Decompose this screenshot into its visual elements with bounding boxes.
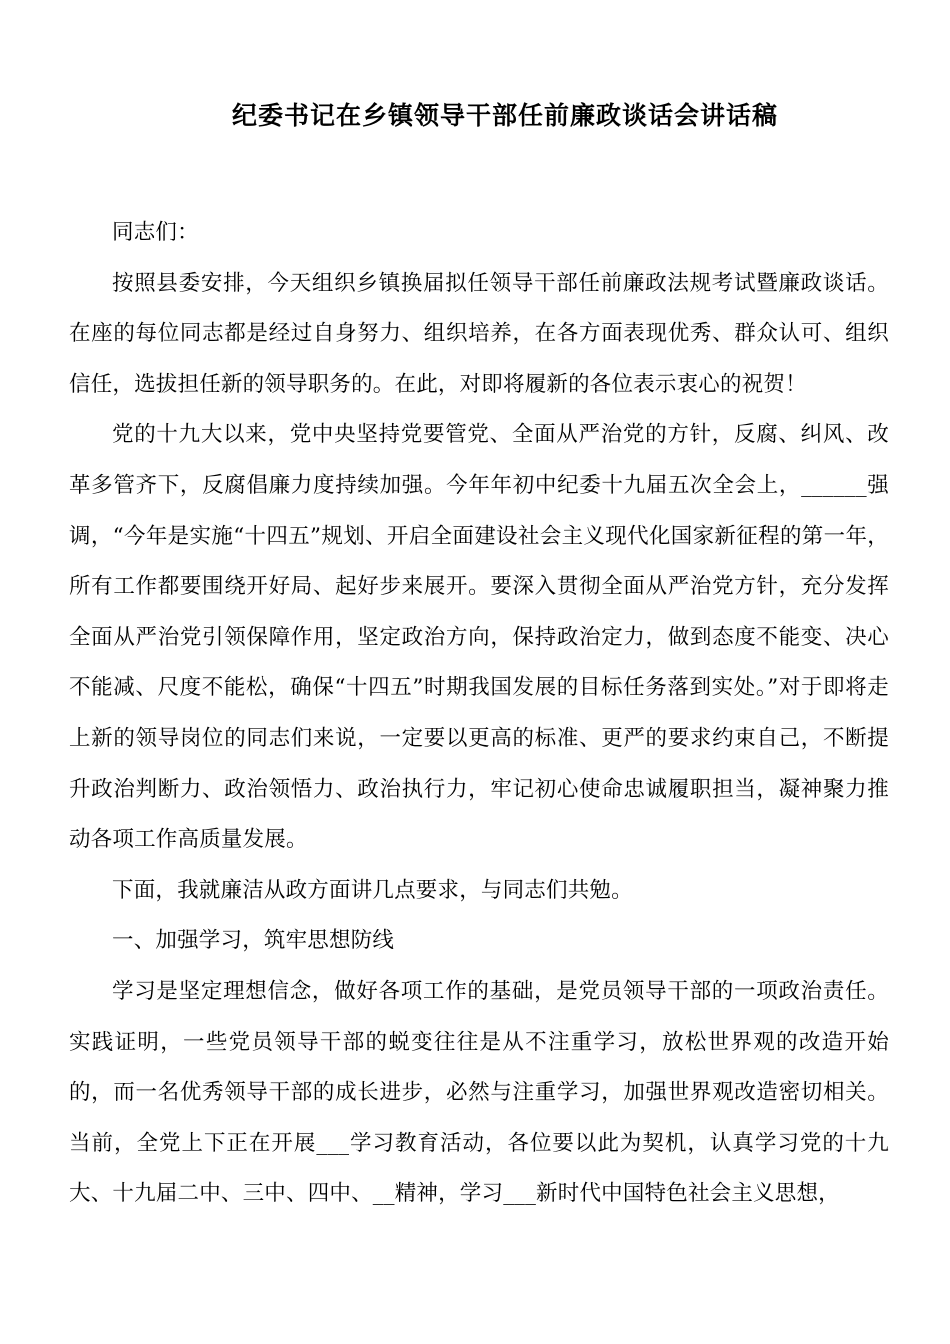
transition-paragraph: 下面，我就廉洁从政方面讲几点要求，与同志们共勉。 — [112, 877, 633, 903]
intro-paragraph: 按照县委安排，今天组织乡镇换届拟任领导干部任前廉政法规考试暨廉政谈话。在座的每位同志都是经过自身努力、组织培养，在各方面表现优秀、群众认可、组织信任，选拔担任新的领导职务的。在此，对即将履新的各位表示衷心的祝贺！ — [69, 270, 889, 397]
salutation-paragraph: 同志们： — [112, 220, 199, 245]
section-heading-1: 一、加强学习，筑牢思想防线 — [112, 928, 395, 954]
document-body — [69, 208, 889, 1220]
document-title: 纪委书记在乡镇领导干部任前廉政谈话会讲话稿 — [231, 101, 778, 130]
section-1-paragraph: 学习是坚定理想信念，做好各项工作的基础，是党员领导干部的一项政治责任。实践证明，一些党员领导干部的蜕变往往是从不注重学习，放松世界观的改造开始的，而一名优秀领导干部的成长进步，必然与注重学习，加强世界观改造密切相关。当前，全党上下正在开展___学习教育活动，各位要以此为契机，认真学习党的十九大、十九届二中、三中、四中、__精神，学习___新时代中国特色社会主义思想， — [69, 978, 889, 1207]
background-paragraph: 党的十九大以来，党中央坚持党要管党、全面从严治党的方针，反腐、纠风、改革多管齐下，反腐倡廉力度持续加强。今年年初中纪委十九届五次全会上，______强调，“今年是实施“十四五”规划、开启全面建设社会主义现代化国家新征程的第一年，所有工作都要围绕开好局、起好步来展开。要深入贯彻全面从严治党方针，充分发挥全面从严治党引领保障作用，坚定政治方向，保持政治定力，做到态度不能变、决心不能减、尺度不能松，确保“十四五”时期我国发展的目标任务落到实处。”对于即将走上新的领导岗位的同志们来说，一定要以更高的标准、更严的要求约束自己，不断提升政治判断力、政治领悟力、政治执行力，牢记初心使命忠诚履职担当，凝神聚力推动各项工作高质量发展。 — [69, 422, 889, 853]
